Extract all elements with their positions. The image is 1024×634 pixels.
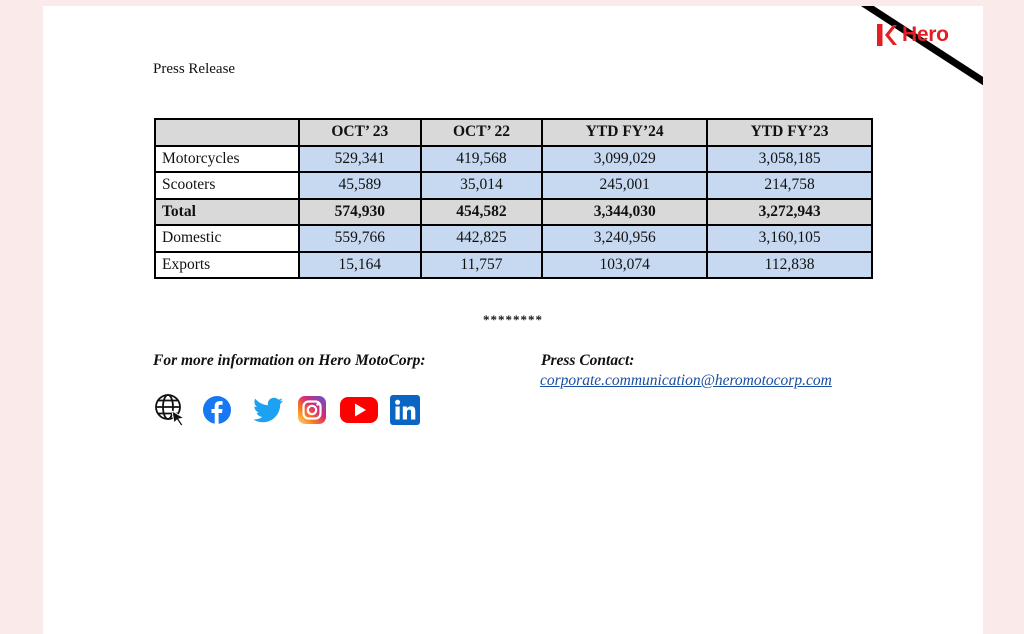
- table-cell: 112,838: [707, 252, 872, 279]
- document-page: [43, 6, 983, 634]
- instagram-icon[interactable]: [297, 395, 327, 425]
- table-cell: 35,014: [421, 172, 543, 199]
- table-cell: 574,930: [299, 199, 421, 226]
- row-label: Exports: [155, 252, 299, 279]
- header-oct-23: OCT’ 23: [299, 119, 421, 146]
- table-cell: 3,160,105: [707, 225, 872, 252]
- table-cell: 214,758: [707, 172, 872, 199]
- table-cell: 419,568: [421, 146, 543, 173]
- table-row-domestic: [155, 225, 872, 252]
- table-cell: 454,582: [421, 199, 543, 226]
- table-cell: 3,344,030: [542, 199, 707, 226]
- hero-logo: [876, 22, 949, 48]
- hero-logo-mark-icon: [876, 23, 898, 47]
- table-cell: 3,240,956: [542, 225, 707, 252]
- header-ytd-fy23: YTD FY’23: [707, 119, 872, 146]
- sales-table: [154, 118, 873, 279]
- table-cell: 11,757: [421, 252, 543, 279]
- row-label: Domestic: [155, 225, 299, 252]
- twitter-icon[interactable]: [252, 396, 284, 424]
- table-row-scooters: [155, 172, 872, 199]
- table-cell: 15,164: [299, 252, 421, 279]
- table-cell: 529,341: [299, 146, 421, 173]
- facebook-icon[interactable]: [202, 395, 232, 425]
- hero-logo-text: Hero: [902, 23, 949, 46]
- table-cell: 45,589: [299, 172, 421, 199]
- header-oct-22: OCT’ 22: [421, 119, 543, 146]
- table-cell: 3,272,943: [707, 199, 872, 226]
- row-label: Motorcycles: [155, 146, 299, 173]
- table-cell: 3,058,185: [707, 146, 872, 173]
- table-header-row: [155, 119, 872, 146]
- table-cell: 3,099,029: [542, 146, 707, 173]
- youtube-icon[interactable]: [339, 396, 379, 424]
- row-label: Total: [155, 199, 299, 226]
- table-row-exports: [155, 252, 872, 279]
- table-cell: 442,825: [421, 225, 543, 252]
- table-cell: 103,074: [542, 252, 707, 279]
- globe-icon[interactable]: [153, 392, 187, 428]
- section-separator: ********: [483, 312, 543, 327]
- more-info-heading: For more information on Hero MotoCorp:: [153, 352, 426, 369]
- table-cell: 245,001: [542, 172, 707, 199]
- press-release-title: Press Release: [153, 61, 236, 77]
- header-ytd-fy24: YTD FY’24: [542, 119, 707, 146]
- press-contact-email-link[interactable]: corporate.communication@heromotocorp.com: [540, 372, 832, 389]
- table-cell: 559,766: [299, 225, 421, 252]
- social-links: [153, 392, 421, 428]
- row-label: Scooters: [155, 172, 299, 199]
- table-row-total: [155, 199, 872, 226]
- press-contact-heading: Press Contact:: [541, 352, 635, 369]
- header-corner-cell: [155, 119, 299, 146]
- table-row-motorcycles: [155, 146, 872, 173]
- linkedin-icon[interactable]: [389, 394, 421, 426]
